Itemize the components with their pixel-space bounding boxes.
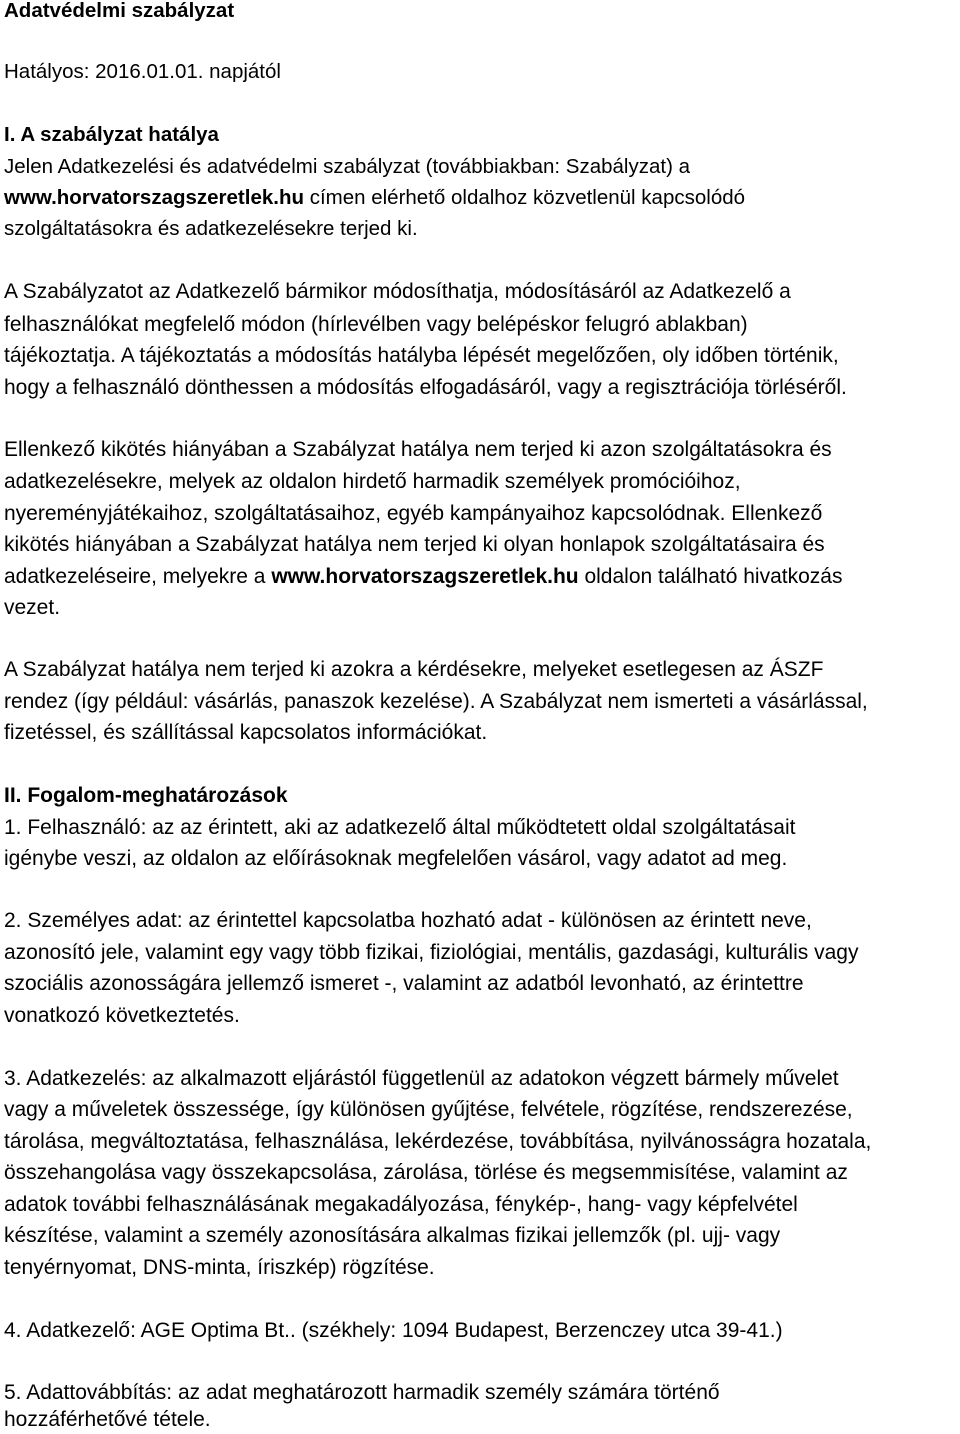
paragraph-text: adatkezeléseire, melyekre a bbox=[4, 565, 272, 588]
definition-line: igénybe veszi, az oldalon az előírásoknak megfelelően vásárol, vagy adatot ad meg. bbox=[4, 847, 788, 870]
definition-line: 4. Adatkezelő: AGE Optima Bt.. (székhely: 1094 Budapest, Berzenczey utca 39-41.) bbox=[4, 1319, 783, 1342]
paragraph-text: címen elérhető oldalhoz közvetlenül kapcsolódó bbox=[304, 186, 746, 209]
paragraph-line: A Szabályzat hatálya nem terjed ki azokra a kérdésekre, melyeket esetlegesen az ÁSZF bbox=[4, 658, 824, 681]
definition-line: 3. Adatkezelés: az alkalmazott eljárástól függetlenül az adatokon végzett bármely művelet bbox=[4, 1067, 839, 1090]
section1-heading: I. A szabályzat hatálya bbox=[4, 123, 219, 146]
definition-line: adatok további felhasználásának megakadályozása, fénykép-, hang- vagy képfelvétel bbox=[4, 1193, 798, 1216]
definition-line: 1. Felhasználó: az az érintett, aki az adatkezelő által működtetett oldal szolgáltatásait bbox=[4, 816, 796, 839]
paragraph-line: Ellenkező kikötés hiányában a Szabályzat hatálya nem terjed ki azon szolgáltatásokra és bbox=[4, 438, 832, 461]
definition-line: tárolása, megváltoztatása, felhasználása, lekérdezése, továbbítása, nyilvánosságra hozatala, bbox=[4, 1130, 872, 1153]
paragraph-line bbox=[4, 564, 842, 590]
paragraph-line bbox=[4, 185, 745, 211]
paragraph-line: Jelen Adatkezelési és adatvédelmi szabályzat (továbbiakban: Szabályzat) a bbox=[4, 155, 691, 178]
section2-heading: II. Fogalom-meghatározások bbox=[4, 784, 288, 807]
paragraph-line: szolgáltatásokra és adatkezelésekre terjed ki. bbox=[4, 217, 418, 240]
paragraph-line: vezet. bbox=[4, 596, 61, 619]
definition-line: 2. Személyes adat: az érintettel kapcsolatba hozható adat - különösen az érintett neve, bbox=[4, 909, 812, 932]
paragraph-line: adatkezelésekre, melyek az oldalon hirdető harmadik személyek promócióihoz, bbox=[4, 470, 741, 493]
paragraph-line: A Szabályzatot az Adatkezelő bármikor módosíthatja, módosításáról az Adatkezelő a bbox=[4, 280, 791, 303]
definition-line: vagy a műveletek összessége, így különösen gyűjtése, felvétele, rögzítése, rendszerezése, bbox=[4, 1098, 853, 1121]
paragraph-line: fizetéssel, és szállítással kapcsolatos információkat. bbox=[4, 721, 488, 744]
paragraph-line: rendez (így például: vásárlás, panaszok kezelése). A Szabályzat nem ismerteti a vásárlással, bbox=[4, 690, 868, 713]
definition-line: szociális azonosságára jellemző ismeret -, valamint az adatból levonható, az érintettre bbox=[4, 972, 804, 995]
website-domain: www.horvatorszagszeretlek.hu bbox=[271, 565, 579, 588]
definition-line: vonatkozó következtetés. bbox=[4, 1004, 240, 1027]
definition-line: 5. Adattovábbítás: az adat meghatározott harmadik személy számára történő bbox=[4, 1381, 720, 1404]
website-domain: www.horvatorszagszeretlek.hu bbox=[4, 186, 304, 209]
paragraph-line: nyereményjátékaihoz, szolgáltatásaihoz, egyéb kampányaihoz kapcsolódnak. Ellenkező bbox=[4, 502, 823, 525]
paragraph-line: felhasználókat megfelelő módon (hírlevélben vagy belépéskor felugró ablakban) bbox=[4, 313, 748, 336]
definition-line: azonosító jele, valamint egy vagy több fizikai, fiziológiai, mentális, gazdasági, kulturális vagy bbox=[4, 941, 859, 964]
definition-line: összehangolása vagy összekapcsolása, zárolása, törlése és megsemmisítése, valamint az bbox=[4, 1161, 848, 1184]
paragraph-text: oldalon található hivatkozás bbox=[578, 565, 843, 588]
page-title: Adatvédelmi szabályzat bbox=[4, 0, 235, 22]
paragraph-line: hogy a felhasználó dönthessen a módosítás elfogadásáról, vagy a regisztrációja törléséről. bbox=[4, 376, 847, 399]
paragraph-line: tájékoztatja. A tájékoztatás a módosítás hatályba lépését megelőzően, oly időben történik, bbox=[4, 344, 839, 367]
definition-line: hozzáférhetővé tétele. bbox=[4, 1408, 211, 1431]
effective-date: Hatályos: 2016.01.01. napjától bbox=[4, 60, 281, 83]
definition-line: tenyérnyomat, DNS-minta, íriszkép) rögzítése. bbox=[4, 1256, 435, 1279]
definition-line: készítése, valamint a személy azonosítására alkalmas fizikai jellemzők (pl. ujj- vagy bbox=[4, 1224, 781, 1247]
paragraph-line: kikötés hiányában a Szabályzat hatálya nem terjed ki olyan honlapok szolgáltatásaira és bbox=[4, 533, 825, 556]
